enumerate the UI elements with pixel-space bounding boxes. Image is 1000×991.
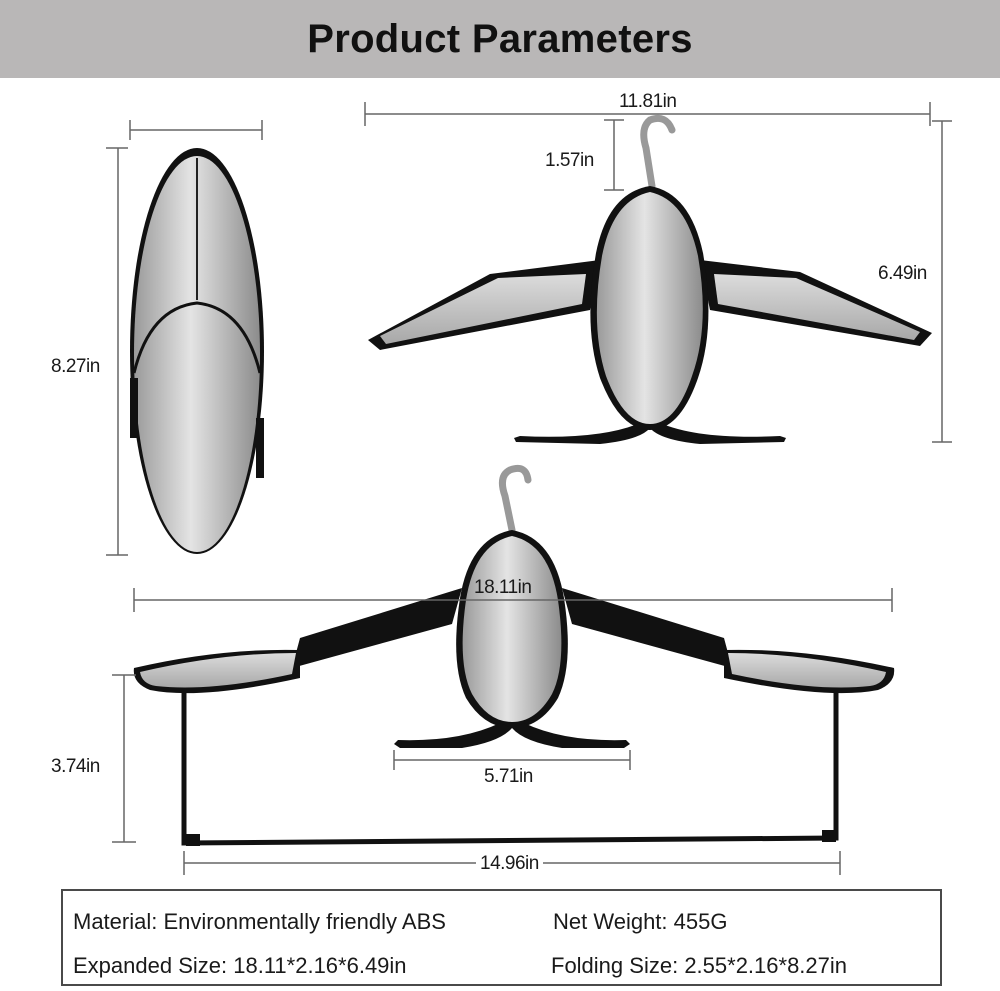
spec-material-value: Environmentally friendly ABS: [163, 909, 446, 934]
spec-weight-label: Net Weight:: [553, 909, 668, 934]
spec-expanded-size: [73, 953, 407, 979]
page-title: Product Parameters: [307, 16, 693, 61]
stand-height-label: 3.74in: [51, 756, 100, 777]
spec-folding-label: Folding Size:: [551, 953, 679, 978]
spec-expanded-value: 18.11*2.16*6.49in: [233, 953, 407, 978]
spec-expanded-label: Expanded Size:: [73, 953, 228, 978]
spec-weight-value: 455G: [673, 909, 728, 934]
spec-folding-size: [551, 953, 847, 979]
folded-hanger: [130, 148, 264, 554]
spec-weight: [553, 909, 728, 935]
top-hanger: [368, 118, 932, 444]
spec-material-label: Material:: [73, 909, 158, 934]
product-drawing: [0, 78, 1000, 878]
hook-height-label: 1.57in: [545, 150, 594, 171]
stand-width-label: 14.96in: [476, 853, 543, 875]
specs-box: [61, 889, 942, 986]
base-width-label: 5.71in: [484, 766, 533, 787]
spec-folding-value: 2.55*2.16*8.27in: [684, 953, 848, 978]
spec-material: [73, 909, 446, 935]
folded-height-label: 8.27in: [51, 356, 100, 377]
header-banner: [0, 0, 1000, 78]
top-width-label: 11.81in: [619, 91, 677, 112]
stand-hanger: [134, 468, 894, 846]
top-height-label: 6.49in: [878, 263, 927, 284]
expanded-width-label: 18.11in: [474, 577, 532, 598]
